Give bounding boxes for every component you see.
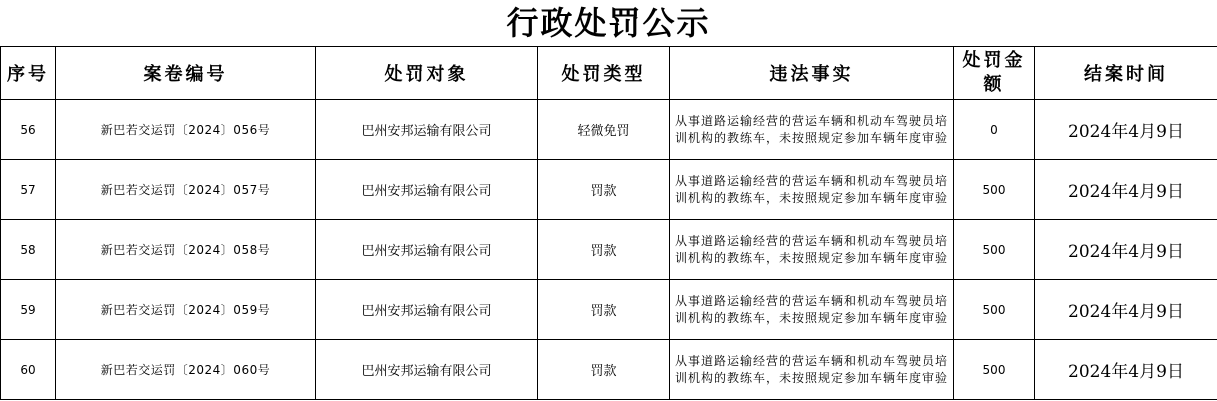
column-header-amount: 处罚金额 <box>954 47 1035 100</box>
cell-facts: 从事道路运输经营的营运车辆和机动车驾驶员培训机构的教练车，未按照规定参加车辆年度审验 <box>670 100 954 160</box>
table-row <box>1 160 1217 220</box>
cell-facts: 从事道路运输经营的营运车辆和机动车驾驶员培训机构的教练车，未按照规定参加车辆年度审验 <box>670 340 954 400</box>
table-row <box>1 340 1217 400</box>
cell-target: 巴州安邦运输有限公司 <box>316 280 538 340</box>
column-header-facts: 违法事实 <box>670 47 954 100</box>
cell-date: 2024年4月9日 <box>1035 160 1217 220</box>
cell-facts: 从事道路运输经营的营运车辆和机动车驾驶员培训机构的教练车，未按照规定参加车辆年度审验 <box>670 160 954 220</box>
cell-case-no: 新巴若交运罚〔2024〕056号 <box>56 100 316 160</box>
cell-type: 轻微免罚 <box>538 100 670 160</box>
cell-amount: 500 <box>954 280 1035 340</box>
cell-target: 巴州安邦运输有限公司 <box>316 160 538 220</box>
cell-amount: 500 <box>954 160 1035 220</box>
cell-facts: 从事道路运输经营的营运车辆和机动车驾驶员培训机构的教练车，未按照规定参加车辆年度审验 <box>670 220 954 280</box>
cell-seq: 56 <box>1 100 56 160</box>
column-header-seq: 序号 <box>1 47 56 100</box>
cell-date: 2024年4月9日 <box>1035 280 1217 340</box>
cell-type: 罚款 <box>538 340 670 400</box>
header-row <box>1 47 1217 100</box>
cell-seq: 60 <box>1 340 56 400</box>
cell-seq: 58 <box>1 220 56 280</box>
column-header-type: 处罚类型 <box>538 47 670 100</box>
cell-seq: 59 <box>1 280 56 340</box>
penalty-table <box>0 46 1217 400</box>
cell-case-no: 新巴若交运罚〔2024〕058号 <box>56 220 316 280</box>
cell-type: 罚款 <box>538 220 670 280</box>
table-row <box>1 280 1217 340</box>
cell-amount: 500 <box>954 340 1035 400</box>
column-header-target: 处罚对象 <box>316 47 538 100</box>
cell-facts: 从事道路运输经营的营运车辆和机动车驾驶员培训机构的教练车，未按照规定参加车辆年度审验 <box>670 280 954 340</box>
cell-date: 2024年4月9日 <box>1035 340 1217 400</box>
cell-target: 巴州安邦运输有限公司 <box>316 340 538 400</box>
table-row <box>1 220 1217 280</box>
cell-target: 巴州安邦运输有限公司 <box>316 100 538 160</box>
cell-seq: 57 <box>1 160 56 220</box>
column-header-date: 结案时间 <box>1035 47 1217 100</box>
column-header-case-no: 案卷编号 <box>56 47 316 100</box>
cell-date: 2024年4月9日 <box>1035 220 1217 280</box>
cell-type: 罚款 <box>538 160 670 220</box>
cell-date: 2024年4月9日 <box>1035 100 1217 160</box>
cell-amount: 0 <box>954 100 1035 160</box>
cell-amount: 500 <box>954 220 1035 280</box>
cell-case-no: 新巴若交运罚〔2024〕060号 <box>56 340 316 400</box>
table-row <box>1 100 1217 160</box>
page-title: 行政处罚公示 <box>506 4 711 42</box>
cell-type: 罚款 <box>538 280 670 340</box>
cell-target: 巴州安邦运输有限公司 <box>316 220 538 280</box>
cell-case-no: 新巴若交运罚〔2024〕057号 <box>56 160 316 220</box>
cell-case-no: 新巴若交运罚〔2024〕059号 <box>56 280 316 340</box>
